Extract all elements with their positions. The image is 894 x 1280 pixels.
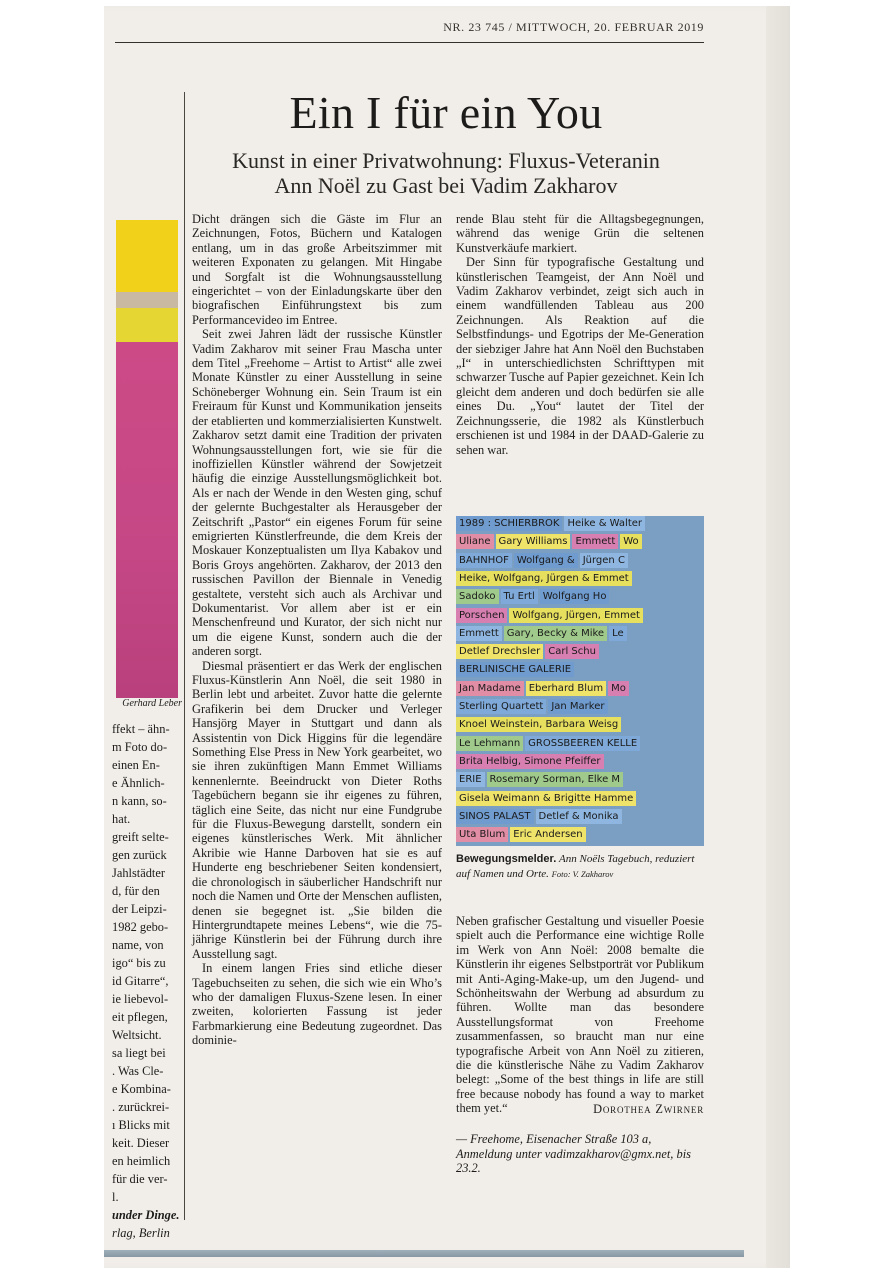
diary-entry: Rosemary Sorman, Elke M: [487, 772, 624, 787]
diary-row: [456, 827, 716, 842]
neighbour-line: eit pflegen,: [112, 1010, 168, 1024]
diary-entry: Gary, Becky & Mike: [504, 626, 607, 641]
article-column-1: [192, 212, 442, 1048]
diary-entry: Wo: [620, 534, 641, 549]
diary-entry: Porschen: [456, 608, 507, 623]
article-column-3: [456, 914, 704, 1175]
diary-row: [456, 662, 716, 677]
photo-caption: [456, 852, 710, 882]
diary-entry: Le: [609, 626, 627, 641]
diary-entry: Le Lehmann: [456, 736, 523, 751]
diary-row: [456, 681, 716, 696]
diary-row: [456, 754, 716, 769]
diary-entry: Emmett: [572, 534, 618, 549]
neighbour-line: ie liebevol-: [112, 992, 169, 1006]
diary-entry: Wolfgang, Jürgen, Emmet: [509, 608, 643, 623]
neighbour-line: e Kombina-: [112, 1082, 171, 1096]
diary-row: [456, 736, 716, 751]
neighbour-photo-credit: Gerhard Leber: [122, 698, 182, 709]
neighbour-line: . Was Cle-: [112, 1064, 164, 1078]
diary-entry: Mo: [608, 681, 629, 696]
article-title: Ein I für ein You: [289, 87, 603, 138]
neighbour-article: [104, 210, 184, 1240]
diary-row: [456, 571, 716, 586]
paragraph: Der Sinn für typografische Gestaltung und künstlerischen Teamgeist, der Ann Noël und Vadim Zakharov verbindet, zeigt sich auch in einem wandfüllenden Tableau aus 200 Zeichnungen. Als Reaktion auf die Selbstfindungs- und Egotrips der Me-Generation der siebziger Jahre hat Ann Noël den Buchstaben „I“ in unterschiedlichsten Schrifttypen mit schwarzer Tusche auf Papier gezeichnet. Kein Ich gleicht dem anderen und doch bedürfen sie alle eines Du. „You“ lautet der Titel der Zeichnungsserie, die 1982 als Künstlerbuch erschienen ist und 1984 in der DAAD-Galerie zu sehen war.: [456, 255, 704, 457]
neighbour-line: der Leipzi-: [112, 902, 167, 916]
neighbour-line: en heimlich: [112, 1154, 171, 1168]
diary-row: [456, 772, 716, 787]
author-name: Dorothea Zwirner: [593, 1101, 704, 1116]
diary-row: [456, 553, 716, 568]
neighbour-line: ffekt – ähn-: [112, 722, 170, 736]
photo-credit: Foto: V. Zakharov: [551, 869, 614, 879]
paragraph: Neben grafischer Gestaltung und visueller Poesie spielt auch die Performance eine wichtige Rolle im Werk von Ann Noël: 2008 bemalte die Künstlerin ihr eigenes Selbstporträt vor Publikum mit Anti-Aging-Make-up, um den Jugend- und Schönheitswahn der Werbung ad absurdum zu führen. Wollte man das besondere Ausstellungsformat von Freehome zusammenfassen, so braucht man nur eine typografische Arbeit von Ann Noël zu zitieren, die die künstlerische Nähe zu Vadim Zakharov belegt: „Some of the best things in life are still free because nobody has found a way to market them yet.“: [456, 914, 704, 1116]
diary-entry: Sterling Quartett: [456, 699, 546, 714]
diary-entry: Heike, Wolfgang, Jürgen & Emmet: [456, 571, 632, 586]
diary-entry: Detlef Drechsler: [456, 644, 543, 659]
diary-entry: Gary Williams: [496, 534, 571, 549]
neighbour-book-title: under Dinge.: [112, 1208, 180, 1222]
neighbour-line: l.: [112, 1190, 119, 1204]
paragraph: In einem langen Fries sind etliche dieser Tagebuchseiten zu sehen, die sich wie ein Who’s who der damaligen Fluxus-Szene lesen. In einer zweiten, kolorierten Fassung ist jeder Farbmarkierung eine Bedeutung zugeordnet. Das dominie-: [192, 961, 442, 1048]
neighbour-line: e Ähnlich-: [112, 776, 165, 790]
diary-row: [456, 717, 716, 732]
neighbour-line: m Foto do-: [112, 740, 168, 754]
diary-entry: SINOS PALAST: [456, 809, 534, 824]
diary-entry: Emmett: [456, 626, 502, 641]
neighbour-line: Weltsicht.: [112, 1028, 162, 1042]
neighbour-article-text: [112, 720, 182, 1242]
neighbour-line: hat.: [112, 812, 131, 826]
diary-entry: 1989 : SCHIERBROK: [456, 516, 562, 531]
diary-entry: Gisela Weimann & Brigitte Hamme: [456, 791, 636, 806]
neighbour-line: name, von: [112, 938, 164, 952]
neighbour-line: gen zurück: [112, 848, 167, 862]
diary-entry: Brita Helbig, Simone Pfeiffer: [456, 754, 604, 769]
diary-entry: Uta Blum: [456, 827, 508, 842]
neighbour-line: 1982 gebo-: [112, 920, 169, 934]
bottom-color-strip: [104, 1250, 744, 1257]
caption-bold: Bewegungsmelder.: [456, 853, 557, 865]
diary-entry: BERLINISCHE GALERIE: [456, 662, 574, 677]
article-subtitle: [186, 148, 706, 198]
neighbour-line: id Gitarre“,: [112, 974, 169, 988]
caption-text: Ann Noëls Tagebuch, reduziert auf Namen und Orte.: [456, 853, 695, 880]
paragraph: Diesmal präsentiert er das Werk der englischen Fluxus-Künstlerin Ann Noël, die seit 1980 in Berlin lebt und arbeitet. Zuvor hatte die gelernte Grafikerin bei dem Drucker und Verleger Hansjörg Mayer in Stuttgart und dann als Assistentin von Dick Higgins für die legendäre Something Else Press in New York gearbeitet, wo sie ihren zukünftigen Mann Emmet Williams kennenlernte. Beeindruckt von Dieter Roths Tagebüchern begann sie ihr eigenes zu führen, täglich eine Seite, das nicht nur eine Fundgrube für die Fluxus-Bewegung darstellt, sondern ein eigenes künstlerisches Werk. Mit ähnlicher Akribie wie Hanne Darboven hat sie es auf Hunderte eng beschriebener Seiten kondensiert, die chronologisch in säuberlicher Handschrift nur noch die Namen und Orte der Menschen auflisten, denen sie begegnet ist. „Sie bilden die Hintergrundtapete meines Lebens“, wie die 75-jährige Künstlerin bei der Führung durch ihre Ausstellung sagt.: [192, 658, 442, 961]
diary-entry: ERIE: [456, 772, 485, 787]
diary-row: [456, 644, 716, 659]
paper-fold: [766, 6, 790, 1268]
diary-entry: Knoel Weinstein, Barbara Weisg: [456, 717, 621, 732]
diary-entry: Wolfgang &: [514, 553, 578, 568]
diary-entry: GROSSBEEREN KELLE: [525, 736, 640, 751]
diary-entry: Carl Schu: [545, 644, 599, 659]
article-column-2: [456, 212, 704, 457]
diary-entry: Jürgen C: [580, 553, 628, 568]
neighbour-line: einen En-: [112, 758, 160, 772]
neighbour-line: keit. Dieser: [112, 1136, 170, 1150]
diary-entry: Eberhard Blum: [526, 681, 606, 696]
neighbour-line: . zurückrei-: [112, 1100, 170, 1114]
diary-row: [456, 626, 716, 641]
paragraph: Seit zwei Jahren lädt der russische Künstler Vadim Zakharov mit seiner Frau Mascha unter dem Titel „Freehome – Artist to Artist“ alle zwei Monate Künstler zu einer Ausstellung in seine Schöneberger Wohnung ein. Sein Traum ist ein Freiraum für Kunst und Kommunikation jenseits der etablierten und kommerzialisierten Kunstwelt. Zakharov setzt damit eine Tradition der privaten Wohnungsausstellungen fort, wie sie für die inoffiziellen Künstler während der Sowjetzeit häufig die einzige Ausstellungsmöglichkeit bot. Als er nach der Wende in den Westen ging, schuf der gelernte Buchgestalter als Herausgeber der Zeitschrift „Pastor“ ein eigenes Forum für seine emigrierten Künstlerfreunde, die dem Kreis der Moskauer Konzeptualisten um Ilya Kabakov und Boris Groys angehörten. Zakharov, der 2013 den russischen Pavillon der Biennale in Venedig gestaltete, versteht sich auch als Archivar und Dokumentarist. Vor allem aber ist er ein Menschenfreund und Kurator, der sich nicht nur um die eigene Kunst, sondern auch die der anderen sorgt.: [192, 327, 442, 659]
diary-entry: Uliane: [456, 534, 494, 549]
issue-header: NR. 23 745 / MITTWOCH, 20. FEBRUAR 2019: [443, 20, 704, 34]
diary-row: [456, 699, 716, 714]
diary-entry: Detlef & Monika: [536, 809, 622, 824]
diary-photo: [456, 516, 704, 846]
diary-entry: Jan Marker: [548, 699, 607, 714]
paragraph: Dicht drängen sich die Gäste im Flur an Zeichnungen, Fotos, Büchern und Katalogen entlang, um in das große Arbeitszimmer mit weiteren Exponaten zu gelangen. Mit Hingabe und Sorgfalt ist die Wohnungsausstellung eingerichtet – von der Einladungskarte über den biografischen Einführungstext bis zum Performancevideo im Entree.: [192, 212, 442, 327]
neighbour-line: greift selte-: [112, 830, 169, 844]
exhibition-info: — Freehome, Eisenacher Straße 103 a, Anmeldung unter vadimzakharov@gmx.net, bis 23.2.: [456, 1132, 691, 1175]
diary-row: [456, 809, 716, 824]
neighbour-line: n kann, so-: [112, 794, 167, 808]
diary-row: [456, 534, 716, 549]
neighbour-publisher: rlag, Berlin: [112, 1226, 170, 1240]
header-rule: [115, 42, 704, 43]
diary-entry: Sadoko: [456, 589, 499, 604]
diary-entry: Wolfgang Ho: [540, 589, 610, 604]
neighbour-line: d, für den: [112, 884, 160, 898]
paragraph: rende Blau steht für die Alltagsbegegnungen, während das wenige Grün die seltenen Kunstverkäufe markiert.: [456, 212, 704, 255]
neighbour-line: Jahlstädter: [112, 866, 165, 880]
neighbour-photo: [116, 220, 178, 698]
subtitle-line: Kunst in einer Privatwohnung: Fluxus-Veteranin: [232, 148, 660, 173]
diary-entry: BAHNHOF: [456, 553, 512, 568]
diary-row: [456, 589, 716, 604]
column-divider: [184, 92, 185, 1220]
neighbour-line: igo“ bis zu: [112, 956, 166, 970]
subtitle-line: Ann Noël zu Gast bei Vadim Zakharov: [274, 173, 618, 198]
diary-entry: Jan Madame: [456, 681, 524, 696]
diary-row: [456, 516, 716, 531]
diary-entry: Eric Andersen: [510, 827, 585, 842]
diary-entry: Heike & Walter: [564, 516, 645, 531]
diary-entry: Tu Ertl: [501, 589, 538, 604]
neighbour-line: sa liegt bei: [112, 1046, 166, 1060]
neighbour-line: für die ver-: [112, 1172, 168, 1186]
neighbour-line: ı Blicks mit: [112, 1118, 170, 1132]
diary-row: [456, 791, 716, 806]
diary-row: [456, 608, 716, 623]
